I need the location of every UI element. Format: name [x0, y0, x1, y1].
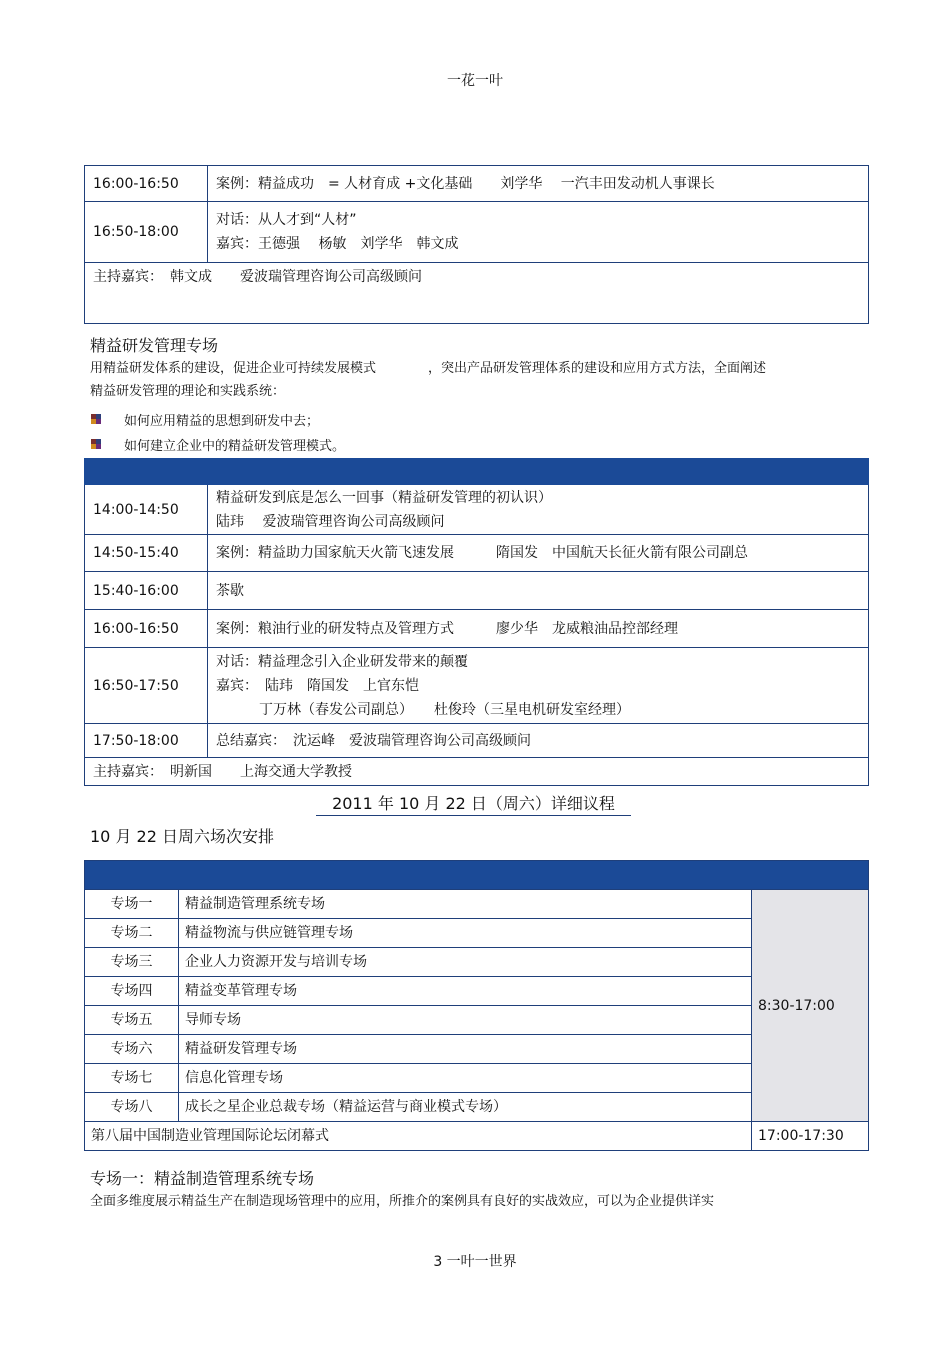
host-cell: 主持嘉宾： 韩文成 爱波瑞管理咨询公司高级顾问: [85, 263, 869, 324]
content-cell: [208, 724, 869, 758]
host-row: [85, 758, 869, 786]
table-row: [85, 1035, 869, 1064]
page-footer: 3 一叶一世界: [433, 1254, 517, 1270]
table-row: [85, 948, 869, 977]
saturday-schedule-title: 10 月 22 日周六场次安排: [90, 827, 274, 846]
session-table: [84, 860, 869, 1151]
time-cell: 16:50-18:00: [85, 202, 208, 263]
table-row: [85, 166, 869, 202]
section-description: [90, 357, 870, 403]
session-title: 导师专场: [179, 1006, 752, 1035]
content-line: 对话：从人才到“人材”: [216, 212, 357, 228]
content-line: 总结嘉宾： 沈运峰 爱波瑞管理咨询公司高级顾问: [216, 732, 531, 749]
content-line: 对话：精益理念引入企业研发带来的颠覆: [216, 653, 468, 670]
description-line: 用精益研发体系的建设，促进企业可持续发展模式 ，突出产品研发管理体系的建设和应用方式方法，全面阐述: [90, 361, 767, 376]
session-title: 企业人力资源开发与培训专场: [179, 948, 752, 977]
content-cell: [208, 485, 869, 535]
section-title: 精益研发管理专场: [90, 336, 219, 355]
content-line: 嘉宾：王德强 杨敏 刘学华 韩文成: [216, 236, 459, 252]
description-line: 精益研发管理的理论和实践系统：: [90, 384, 286, 399]
content-cell: [208, 166, 869, 202]
section-title: 专场一：精益制造管理系统专场: [90, 1169, 315, 1188]
content-line: 嘉宾： 陆玮 隋国发 上官东恺: [216, 677, 419, 694]
session-name: 专场六: [85, 1035, 179, 1064]
time-cell: 16:50-17:50: [85, 648, 208, 724]
section-description: 全面多维度展示精益生产在制造现场管理中的应用，所推介的案例具有良好的实战效应，可以为企业提供详实: [90, 1194, 715, 1209]
bullet-text: 如何应用精益的思想到研发中去；: [124, 414, 320, 429]
session-name: 专场二: [85, 919, 179, 948]
content-line: 案例：粮油行业的研发特点及管理方式 廖少华 龙威粮油品控部经理: [216, 620, 678, 637]
table-row: [85, 977, 869, 1006]
content-cell: [208, 572, 869, 610]
time-cell: 14:00-14:50: [85, 485, 208, 535]
closing-time: 17:00-17:30: [752, 1122, 869, 1151]
table-row: [85, 485, 869, 535]
session-title: 成长之星企业总裁专场（精益运营与商业模式专场）: [179, 1093, 752, 1122]
content-line: 案例：精益成功 = 人材育成 +文化基础 刘学华 一汽丰田发动机人事课长: [216, 175, 715, 192]
session-name: 专场七: [85, 1064, 179, 1093]
table-row: [85, 1064, 869, 1093]
table-row: [85, 1006, 869, 1035]
table-row: [85, 535, 869, 572]
table-row: [85, 890, 869, 919]
table-header-bar: [85, 459, 869, 485]
diamond-bullet-icon: [90, 413, 102, 425]
session-title: 精益制造管理系统专场: [179, 890, 752, 919]
time-cell: 17:50-18:00: [85, 724, 208, 758]
host-row: [85, 263, 869, 324]
table-row: [85, 1093, 869, 1122]
table-row: [85, 724, 869, 758]
date-title-underline: [316, 815, 631, 816]
bullet-item: [90, 435, 790, 453]
session-name: 专场四: [85, 977, 179, 1006]
content-line: 茶歇: [216, 582, 244, 599]
session-name: 专场五: [85, 1006, 179, 1035]
host-cell: 主持嘉宾： 明新国 上海交通大学教授: [85, 758, 869, 786]
diamond-bullet-icon: [90, 438, 102, 450]
content-line: 精益研发到底是怎么一回事（精益研发管理的初认识）: [216, 489, 552, 506]
session-title: 精益变革管理专场: [179, 977, 752, 1006]
time-cell: 14:50-15:40: [85, 535, 208, 572]
session-title: 精益物流与供应链管理专场: [179, 919, 752, 948]
session-title: 精益研发管理专场: [179, 1035, 752, 1064]
time-cell: 15:40-16:00: [85, 572, 208, 610]
schedule-table-2: [84, 458, 869, 786]
session-name: 专场一: [85, 890, 179, 919]
session-time-cell: 8:30-17:00: [752, 890, 869, 1122]
content-line: 丁万林（春发公司副总） 杜俊玲（三星电机研发室经理）: [259, 701, 630, 718]
content-line: 陆玮 爱波瑞管理咨询公司高级顾问: [216, 513, 445, 530]
schedule-table-1: [84, 165, 869, 324]
bullet-text: 如何建立企业中的精益研发管理模式。: [124, 439, 346, 454]
content-cell: [208, 535, 869, 572]
content-cell: [208, 648, 869, 724]
time-cell: 16:00-16:50: [85, 166, 208, 202]
session-name: 专场八: [85, 1093, 179, 1122]
table-row: [85, 572, 869, 610]
closing-row: [85, 1122, 869, 1151]
table-row: [85, 202, 869, 263]
content-line: 案例：精益助力国家航天火箭飞速发展 隋国发 中国航天长征火箭有限公司副总: [216, 545, 748, 561]
table-row: [85, 648, 869, 724]
session-title: 信息化管理专场: [179, 1064, 752, 1093]
session-name: 专场三: [85, 948, 179, 977]
content-cell: [208, 202, 869, 263]
date-title: 2011 年 10 月 22 日（周六）详细议程: [316, 791, 631, 816]
table-row: [85, 919, 869, 948]
closing-ceremony: 第八届中国制造业管理国际论坛闭幕式: [85, 1122, 752, 1151]
table-header-bar: [85, 861, 869, 890]
time-cell: 16:00-16:50: [85, 610, 208, 648]
page-header: 一花一叶: [447, 73, 503, 89]
content-cell: [208, 610, 869, 648]
table-row: [85, 610, 869, 648]
bullet-item: [90, 410, 790, 428]
